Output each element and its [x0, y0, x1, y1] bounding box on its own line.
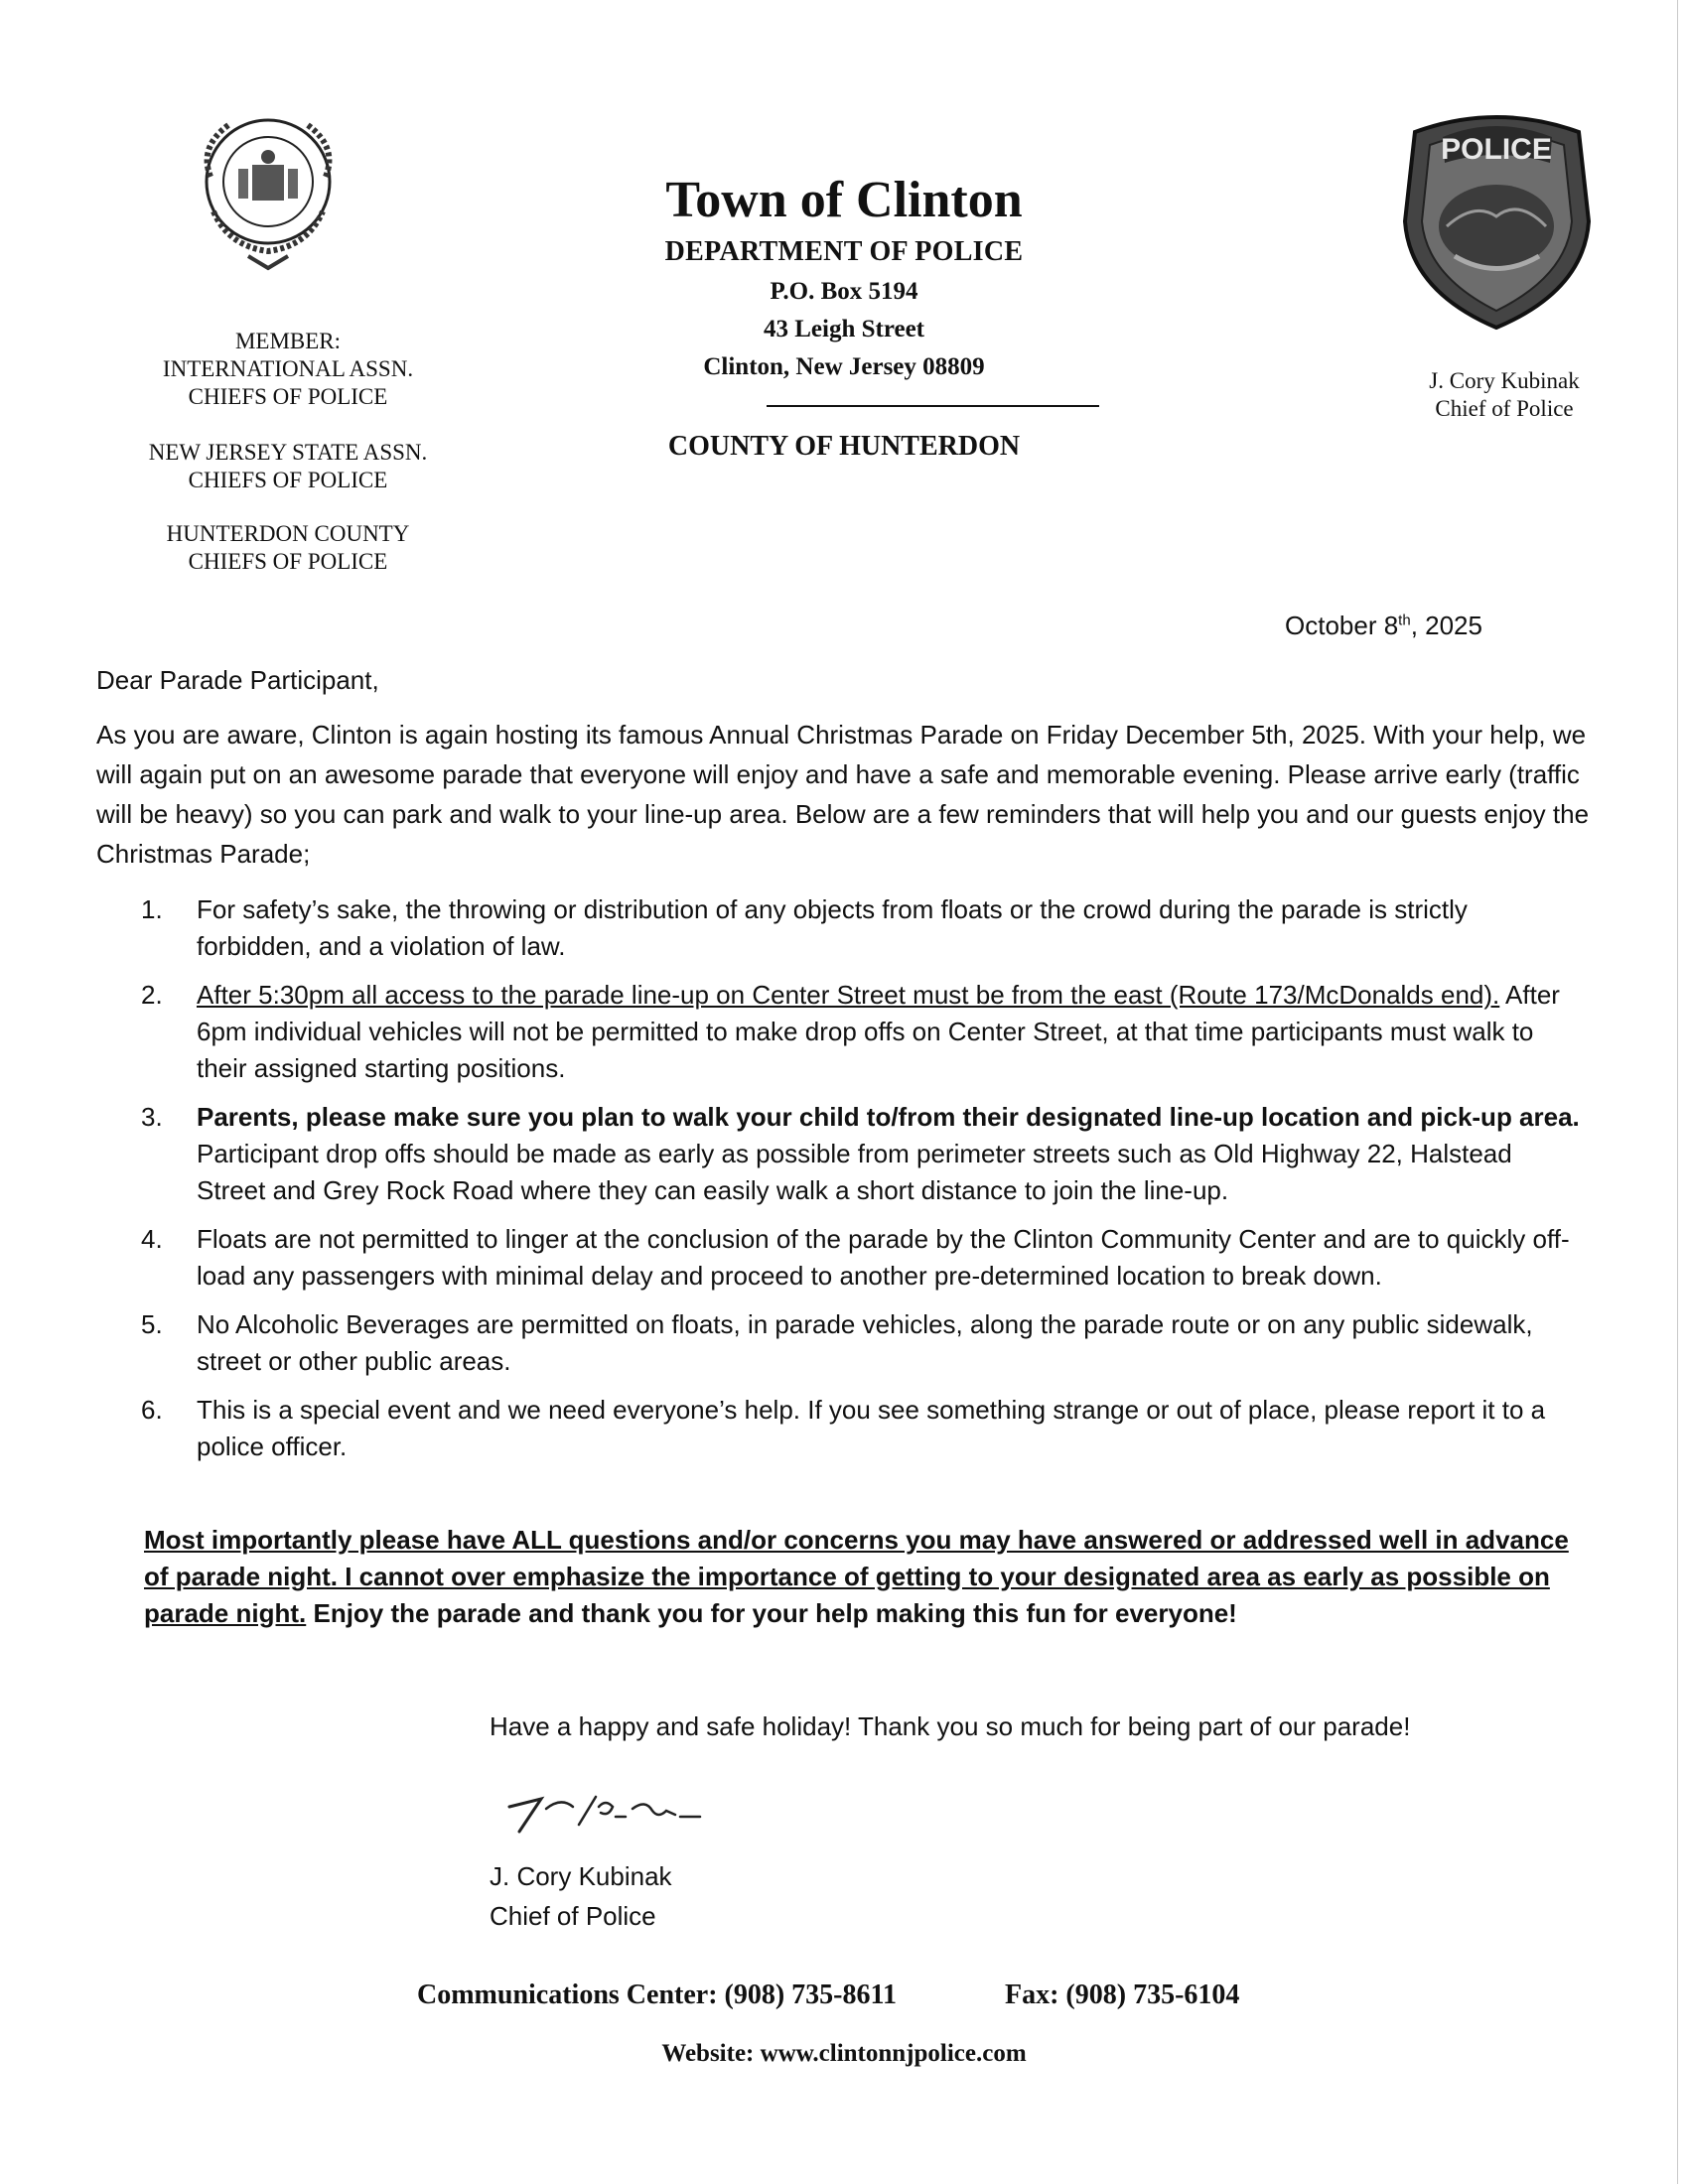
- chief-header-block: [1355, 367, 1653, 423]
- list-item: [141, 1099, 1581, 1209]
- closing-rest: Enjoy the parade and thank you for your help making this fun for everyone!: [306, 1598, 1237, 1628]
- item-text: Participant drop offs should be made as early as possible from perimeter streets such as Old Highway 22, Halstead Street and Grey Rock Road where they can easily walk a short distance to join the line-up.: [197, 1139, 1512, 1205]
- website: Website: www.clintonnjpolice.com: [661, 2040, 1027, 2067]
- list-item: [141, 1306, 1581, 1380]
- membership-line: CHIEFS OF POLICE: [188, 549, 388, 574]
- signer-name: J. Cory Kubinak: [490, 1861, 672, 1891]
- town-title: Town of Clinton: [665, 172, 1023, 228]
- list-item: [141, 977, 1581, 1087]
- holiday-message: Have a happy and safe holiday! Thank you so much for being part of our parade!: [490, 1711, 1411, 1741]
- membership-hunterdon: [109, 520, 467, 576]
- item-text: Floats are not permitted to linger at the conclusion of the parade by the Clinton Community Center and are to quickly off-load any passengers with minimal delay and proceed to another pre-determined location to break down.: [197, 1224, 1570, 1291]
- signature-image: [501, 1777, 730, 1846]
- item-number: 5.: [141, 1309, 163, 1339]
- membership-line: CHIEFS OF POLICE: [188, 468, 388, 492]
- item-underlined-text: After 5:30pm all access to the parade line-up on Center Street must be from the east (Route 173/McDonalds end).: [197, 980, 1500, 1010]
- letter-date: [1285, 611, 1482, 641]
- list-item: [141, 1221, 1581, 1295]
- date-day: October 8: [1285, 611, 1399, 640]
- chief-name: J. Cory Kubinak: [1429, 368, 1580, 393]
- page-edge-line: [1677, 0, 1678, 2184]
- item-number: 6.: [141, 1395, 163, 1425]
- header-divider: [767, 405, 1099, 407]
- membership-line: CHIEFS OF POLICE: [188, 384, 388, 409]
- chief-title: Chief of Police: [1435, 396, 1574, 421]
- department-title: DEPARTMENT OF POLICE: [664, 236, 1024, 267]
- signer-title: Chief of Police: [490, 1901, 656, 1931]
- list-item: [141, 1392, 1581, 1465]
- police-badge-icon: [1385, 107, 1609, 331]
- item-number: 4.: [141, 1224, 163, 1254]
- list-item: [141, 891, 1581, 965]
- salutation: Dear Parade Participant,: [96, 665, 379, 695]
- item-text: For safety’s sake, the throwing or distribution of any objects from floats or the crowd during the parade is strictly forbidden, and a violation of law.: [197, 894, 1468, 961]
- item-text: This is a special event and we need everyone’s help. If you see something strange or out of place, please report it to a police officer.: [197, 1395, 1546, 1461]
- state-seal-icon: [189, 107, 348, 276]
- membership-line: MEMBER:: [234, 329, 342, 353]
- communications-center: Communications Center: (908) 735-8611: [417, 1979, 897, 2010]
- membership-line: NEW JERSEY STATE ASSN.: [148, 440, 428, 465]
- membership-line: INTERNATIONAL ASSN.: [162, 356, 414, 381]
- intro-paragraph: As you are aware, Clinton is again hosting its famous Annual Christmas Parade on Friday December 5th, 2025. With your help, we will again put on an awesome parade that everyone will enjoy and have a safe and memorable evening. Please arrive early (traffic will be heavy) so you can park and walk to your line-up area. Below are a few reminders that will help you and our guests enjoy the Christmas Parade;: [96, 720, 1590, 869]
- item-number: 3.: [141, 1102, 163, 1132]
- item-number: 1.: [141, 894, 163, 924]
- item-bold-text: Parents, please make sure you plan to walk your child to/from their designated line-up location and pick-up area.: [197, 1102, 1580, 1132]
- street-address: 43 Leigh Street: [763, 316, 924, 342]
- membership-line: HUNTERDON COUNTY: [166, 521, 410, 546]
- date-year: , 2025: [1410, 611, 1482, 640]
- closing-underlined: Most importantly please have ALL questions and/or concerns you may have answered or addressed well in advance of parade night. I cannot over emphasize the importance of getting to your designated area as early as possible on parade night.: [144, 1525, 1569, 1628]
- item-text: No Alcoholic Beverages are permitted on floats, in parade vehicles, along the parade route or on any public sidewalk, street or other public areas.: [197, 1309, 1533, 1376]
- reminders-list: [141, 891, 1581, 1477]
- item-number: 2.: [141, 980, 163, 1010]
- item-text: After 6pm individual vehicles will not be permitted to make drop offs on Center Street, at that time participants must walk to their assigned starting positions.: [197, 980, 1560, 1083]
- fax-number: Fax: (908) 735-6104: [1005, 1979, 1240, 2010]
- closing-note: [144, 1522, 1574, 1632]
- membership-nj-state: [109, 439, 467, 494]
- date-suffix: th: [1398, 612, 1411, 629]
- po-box: P.O. Box 5194: [770, 278, 918, 305]
- city-address: Clinton, New Jersey 08809: [703, 353, 985, 380]
- signer-block: [490, 1856, 672, 1936]
- badge-text: POLICE: [1441, 133, 1552, 166]
- county-title: COUNTY OF HUNTERDON: [667, 431, 1021, 462]
- membership-international: [109, 328, 467, 411]
